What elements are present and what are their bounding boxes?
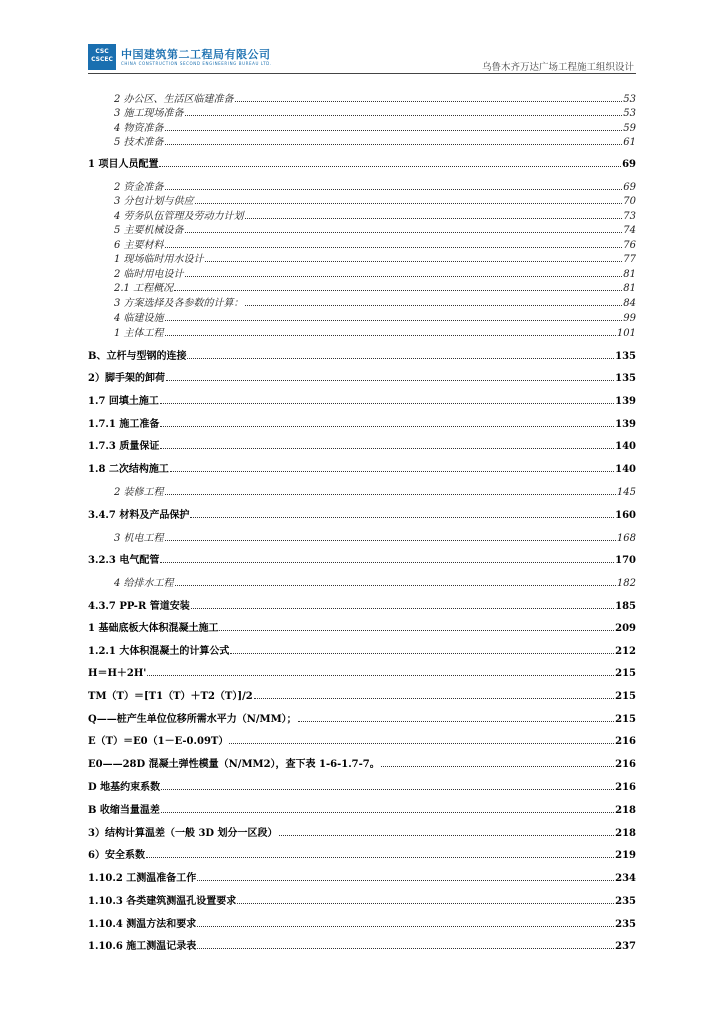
- toc-dot-leader: [165, 144, 623, 145]
- toc-entry-page: 77: [623, 254, 636, 265]
- toc-entry-page: 73: [623, 211, 636, 222]
- toc-dot-leader: [237, 903, 614, 904]
- toc-entry[interactable]: [88, 236, 636, 251]
- toc-dot-leader: [185, 276, 623, 277]
- toc-entry[interactable]: [88, 221, 636, 236]
- toc-dot-leader: [165, 247, 623, 248]
- toc-entry-page: 101: [616, 328, 636, 339]
- toc-entry-page: 182: [616, 578, 636, 589]
- toc-entry[interactable]: [88, 119, 636, 134]
- toc-entry-page: 53: [623, 94, 636, 105]
- toc-entry[interactable]: [88, 710, 636, 725]
- toc-entry-page: 215: [615, 668, 636, 679]
- toc-entry-title: 2）脚手架的卸荷: [88, 373, 165, 384]
- toc-dot-leader: [254, 698, 614, 699]
- toc-entry-title: E0——28D 混凝土弹性模量（N/MM2），查下表 1-6-1.7-7。: [88, 759, 380, 770]
- toc-dot-leader: [147, 675, 614, 676]
- toc-entry[interactable]: [88, 824, 636, 839]
- toc-entry-title: 2.1 工程概况: [114, 283, 174, 294]
- page-header: [88, 44, 636, 74]
- toc-entry-title: 2 临时用电设计: [114, 269, 184, 280]
- toc-entry-title: 2 装修工程: [114, 487, 164, 498]
- toc-entry-title: 3.4.7 材料及产品保护: [88, 510, 190, 521]
- toc-entry[interactable]: [88, 133, 636, 148]
- toc-entry-page: 212: [615, 646, 636, 657]
- toc-entry-page: 81: [623, 269, 636, 280]
- toc-entry-page: 235: [615, 919, 636, 930]
- toc-dot-leader: [170, 471, 614, 472]
- toc-dot-leader: [230, 653, 614, 654]
- toc-dot-leader: [160, 426, 614, 427]
- toc-dot-leader: [174, 290, 622, 291]
- toc-dot-leader: [235, 101, 623, 102]
- toc-entry-title: 2 办公区、生活区临建准备: [114, 94, 234, 105]
- toc-entry-page: 140: [615, 464, 636, 475]
- toc-dot-leader: [197, 926, 614, 927]
- toc-entry-title: 1.2.1 大体积混凝土的计算公式: [88, 646, 230, 657]
- toc-entry[interactable]: [88, 392, 636, 407]
- toc-dot-leader: [197, 948, 614, 949]
- toc-dot-leader: [279, 835, 615, 836]
- toc-entry[interactable]: [88, 309, 636, 324]
- toc-entry-page: 168: [616, 533, 636, 544]
- toc-dot-leader: [161, 789, 614, 790]
- toc-entry[interactable]: [88, 279, 636, 294]
- toc-entry-page: 145: [616, 487, 636, 498]
- toc-entry-page: 170: [615, 555, 636, 566]
- toc-entry-page: 215: [615, 714, 636, 725]
- toc-entry[interactable]: [88, 294, 636, 309]
- toc-entry[interactable]: [88, 732, 636, 747]
- toc-dot-leader: [160, 562, 614, 563]
- toc-dot-leader: [298, 721, 614, 722]
- toc-entry[interactable]: [88, 846, 636, 861]
- toc-entry[interactable]: [88, 250, 636, 265]
- toc-entry-page: 76: [623, 240, 636, 251]
- toc-entry-page: 237: [615, 941, 636, 952]
- toc-entry[interactable]: [88, 369, 636, 384]
- toc-entry-title: 3 分包计划与供应: [114, 196, 194, 207]
- toc-entry[interactable]: [88, 347, 636, 362]
- toc-dot-leader: [159, 166, 621, 167]
- toc-entry[interactable]: [88, 265, 636, 280]
- toc-dot-leader: [165, 335, 616, 336]
- toc-entry[interactable]: [88, 574, 636, 589]
- toc-entry-title: 1.7 回填土施工: [88, 396, 159, 407]
- toc-entry-page: 61: [623, 137, 636, 148]
- toc-entry-title: 1.10.4 测温方法和要求: [88, 919, 197, 930]
- toc-entry-title: 3）结构计算温差（一般 3D 划分一区段）: [88, 828, 278, 839]
- toc-entry-page: 99: [623, 313, 636, 324]
- company-name: 中国建筑第二工程局有限公司: [121, 48, 271, 61]
- toc-entry-page: 216: [615, 736, 636, 747]
- toc-dot-leader: [160, 448, 614, 449]
- toc-dot-leader: [165, 189, 623, 190]
- toc-dot-leader: [161, 812, 614, 813]
- toc-dot-leader: [381, 766, 614, 767]
- toc-entry-page: 218: [615, 828, 636, 839]
- toc-entry-page: 160: [615, 510, 636, 521]
- toc-entry[interactable]: [88, 619, 636, 634]
- toc-entry-page: 209: [615, 623, 636, 634]
- toc-entry[interactable]: [88, 324, 636, 339]
- toc-entry[interactable]: [88, 437, 636, 452]
- toc-entry[interactable]: [88, 915, 636, 930]
- toc-entry[interactable]: [88, 207, 636, 222]
- toc-dot-leader: [146, 857, 614, 858]
- toc-entry[interactable]: [88, 90, 636, 105]
- toc-entry[interactable]: [88, 415, 636, 430]
- toc-entry-page: 84: [623, 298, 636, 309]
- toc-entry-title: B 收缩当量温差: [88, 805, 160, 816]
- toc-entry-title: 2 资金准备: [114, 182, 164, 193]
- toc-dot-leader: [195, 203, 623, 204]
- toc-dot-leader: [166, 380, 614, 381]
- toc-dot-leader: [205, 261, 623, 262]
- toc-entry-title: 4.3.7 PP-R 管道安装: [88, 601, 190, 612]
- toc-entry[interactable]: [88, 551, 636, 566]
- toc-entry-title: 5 技术准备: [114, 137, 164, 148]
- toc-entry[interactable]: [88, 597, 636, 612]
- toc-dot-leader: [197, 880, 614, 881]
- company-logo: CSC CSCEC: [88, 44, 116, 70]
- toc-dot-leader: [185, 115, 623, 116]
- toc-dot-leader: [165, 320, 623, 321]
- toc-entry-title: 6）安全系数: [88, 850, 145, 861]
- toc-dot-leader: [160, 403, 614, 404]
- toc-dot-leader: [185, 232, 623, 233]
- toc-entry-title: 1.10.3 各类建筑测温孔设置要求: [88, 896, 237, 907]
- toc-entry[interactable]: [88, 192, 636, 207]
- toc-entry[interactable]: [88, 664, 636, 679]
- toc-entry-title: 1 主体工程: [114, 328, 164, 339]
- toc-dot-leader: [229, 743, 614, 744]
- toc-entry-page: 135: [615, 351, 636, 362]
- toc-entry[interactable]: [88, 778, 636, 793]
- company-name-en: CHINA CONSTRUCTION SECOND ENGINEERING BUREAU LTD.: [121, 61, 272, 66]
- toc-entry-page: 139: [615, 419, 636, 430]
- toc-entry[interactable]: [88, 755, 636, 770]
- toc-dot-leader: [187, 358, 614, 359]
- toc-entry[interactable]: [88, 801, 636, 816]
- toc-entry-title: E（T）＝E0（1－E-0.09T）: [88, 736, 229, 747]
- toc-entry-page: 215: [615, 691, 636, 702]
- toc-entry-page: 139: [615, 396, 636, 407]
- toc-entry-title: 1 项目人员配置: [88, 159, 159, 170]
- toc-entry[interactable]: [88, 104, 636, 119]
- toc-entry[interactable]: [88, 642, 636, 657]
- toc-dot-leader: [245, 218, 623, 219]
- toc-entry-page: 69: [622, 159, 636, 170]
- toc-entry-title: 1.7.1 施工准备: [88, 419, 160, 430]
- toc-dot-leader: [191, 608, 614, 609]
- toc-entry-title: 1.8 二次结构施工: [88, 464, 169, 475]
- toc-entry-page: 70: [623, 196, 636, 207]
- header-divider: [88, 73, 636, 74]
- toc-entry-page: 69: [623, 182, 636, 193]
- toc-entry-title: 3 机电工程: [114, 533, 164, 544]
- toc-entry-title: 1.7.3 质量保证: [88, 441, 160, 452]
- toc-entry-page: 219: [615, 850, 636, 861]
- toc-dot-leader: [165, 540, 616, 541]
- toc-entry[interactable]: [88, 869, 636, 884]
- toc-entry-title: 6 主要材料: [114, 240, 164, 251]
- toc-entry-title: 3 施工现场准备: [114, 108, 184, 119]
- toc-entry-page: 234: [615, 873, 636, 884]
- toc-entry-title: 1 现场临时用水设计: [114, 254, 204, 265]
- toc-entry[interactable]: [88, 155, 636, 170]
- toc-entry-page: 216: [615, 782, 636, 793]
- document-title: 乌鲁木齐万达广场工程施工组织设计: [481, 62, 634, 73]
- toc-entry[interactable]: [88, 529, 636, 544]
- toc-entry-page: 235: [615, 896, 636, 907]
- toc-entry-page: 74: [623, 225, 636, 236]
- toc-entry-title: 4 临建设施: [114, 313, 164, 324]
- toc-entry[interactable]: [88, 460, 636, 475]
- toc-entry[interactable]: [88, 687, 636, 702]
- toc-dot-leader: [190, 517, 614, 518]
- toc-entry-title: 4 给排水工程: [114, 578, 174, 589]
- toc-entry-title: B、立杆与型钢的连接: [88, 351, 187, 362]
- toc-entry-title: 5 主要机械设备: [114, 225, 184, 236]
- toc-dot-leader: [245, 305, 623, 306]
- toc-dot-leader: [175, 585, 616, 586]
- toc-entry-title: D 地基约束系数: [88, 782, 161, 793]
- toc-entry-title: H＝H＋2H': [88, 668, 147, 679]
- toc-entry-title: Q——桩产生单位位移所需水平力（N/MM）；: [88, 714, 297, 725]
- toc-entry-page: 185: [615, 601, 636, 612]
- toc-entry-title: TM（T）＝[T1（T）＋T2（T）]/2: [88, 691, 253, 702]
- toc-entry-title: 3 方案选择及各参数的计算：: [114, 298, 244, 309]
- toc-entry[interactable]: [88, 506, 636, 521]
- toc-entry-title: 4 劳务队伍管理及劳动力计划: [114, 211, 244, 222]
- toc-dot-leader: [165, 494, 616, 495]
- toc-entry[interactable]: [88, 178, 636, 193]
- toc-dot-leader: [165, 130, 623, 131]
- toc-entry-title: 3.2.3 电气配管: [88, 555, 160, 566]
- toc-entry-page: 140: [615, 441, 636, 452]
- toc-entry-page: 216: [615, 759, 636, 770]
- toc-dot-leader: [219, 630, 614, 631]
- toc-entry-page: 53: [623, 108, 636, 119]
- toc-entry-page: 135: [615, 373, 636, 384]
- toc-entry-title: 1.10.2 工测温准备工作: [88, 873, 197, 884]
- toc-entry[interactable]: [88, 937, 636, 952]
- toc-entry-title: 1.10.6 施工测温记录表: [88, 941, 197, 952]
- toc-entry-title: 1 基础底板大体积混凝土施工: [88, 623, 219, 634]
- toc-entry-page: 59: [623, 123, 636, 134]
- toc-entry-page: 218: [615, 805, 636, 816]
- toc-entry[interactable]: [88, 892, 636, 907]
- toc-entry[interactable]: [88, 483, 636, 498]
- toc-entry-title: 4 物资准备: [114, 123, 164, 134]
- toc-entry-page: 81: [623, 283, 636, 294]
